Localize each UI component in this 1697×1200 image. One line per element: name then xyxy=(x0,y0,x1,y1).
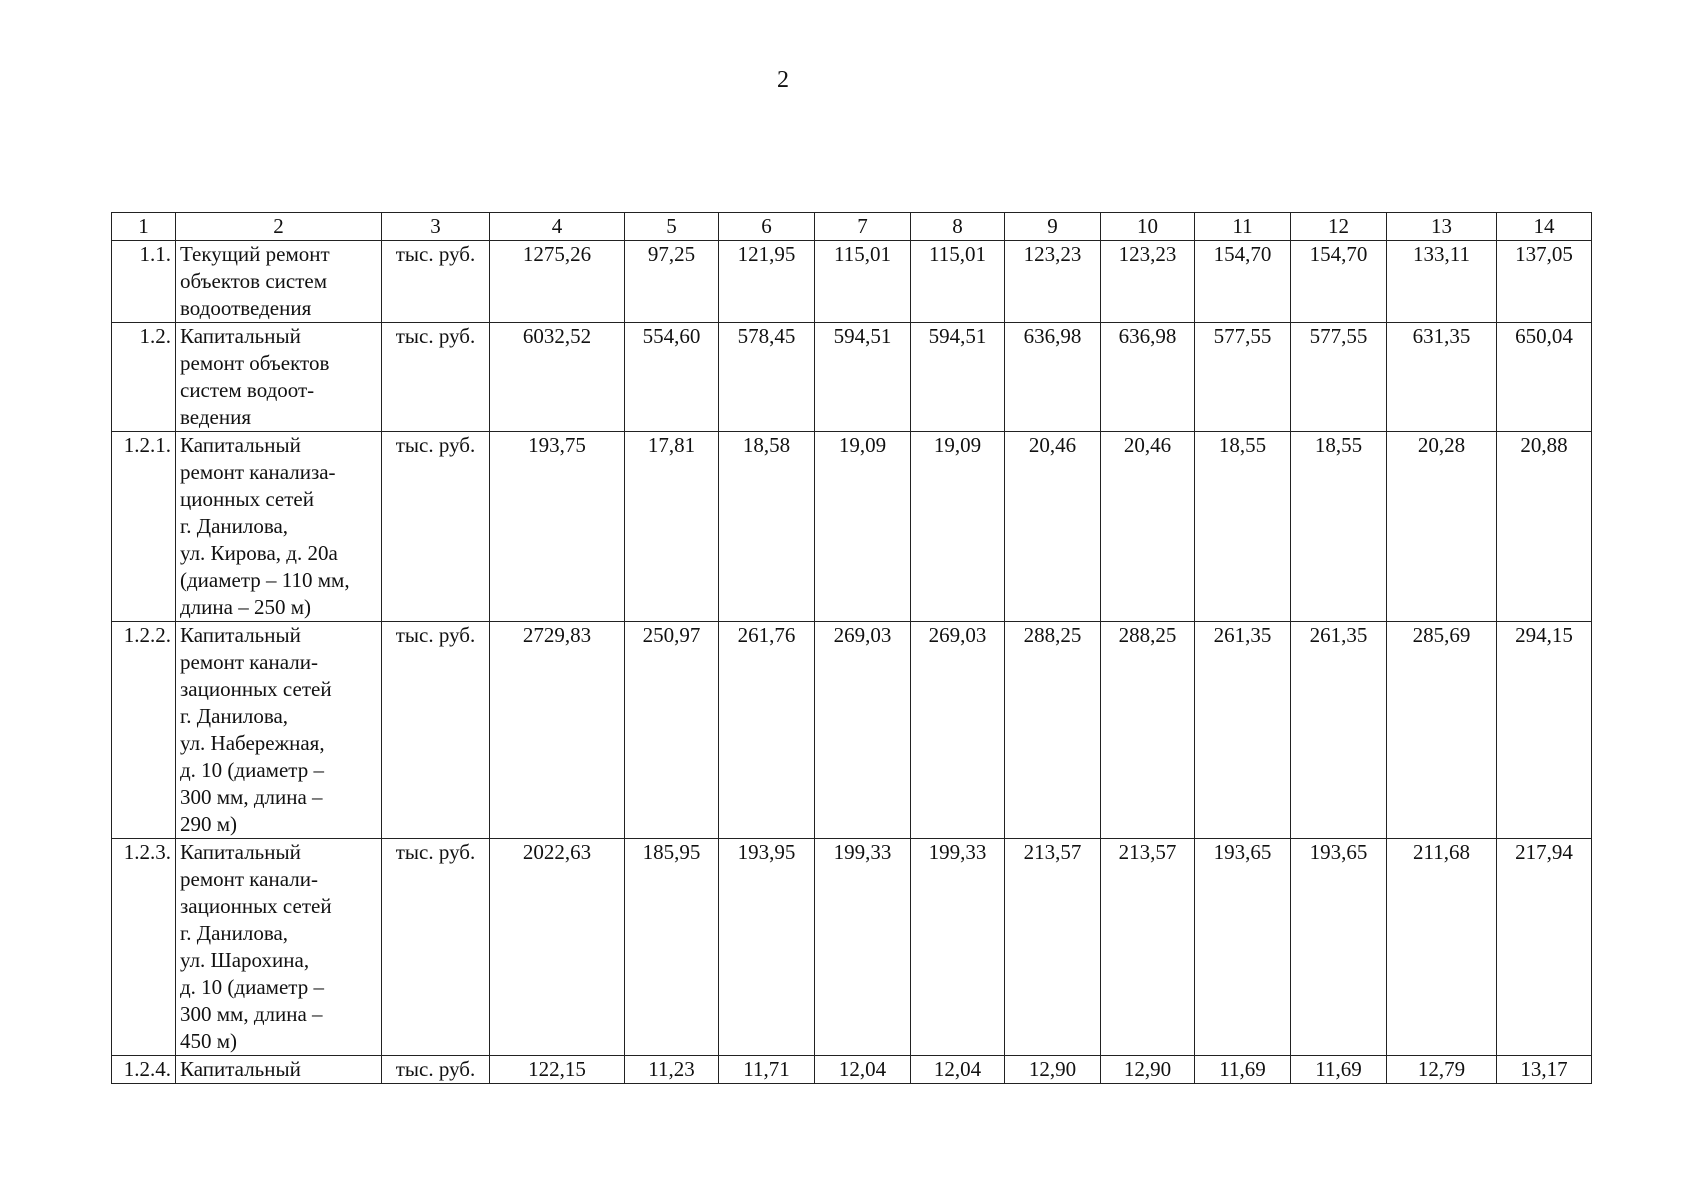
row-name-line: Капитальный xyxy=(180,1057,301,1081)
column-header: 7 xyxy=(815,213,911,241)
row-value: 12,04 xyxy=(815,1056,911,1084)
row-value: 578,45 xyxy=(719,323,815,432)
column-header: 6 xyxy=(719,213,815,241)
row-value: 261,35 xyxy=(1195,622,1291,839)
column-header: 14 xyxy=(1497,213,1592,241)
row-name-line: (диаметр – 110 мм, xyxy=(180,568,350,592)
row-value: 211,68 xyxy=(1387,839,1497,1056)
row-name-line: зационных сетей xyxy=(180,894,332,918)
row-value: 193,75 xyxy=(490,432,625,622)
row-value: 13,17 xyxy=(1497,1056,1592,1084)
column-header: 2 xyxy=(176,213,382,241)
row-value: 11,23 xyxy=(625,1056,719,1084)
row-value: 18,55 xyxy=(1291,432,1387,622)
row-name-line: длина – 250 м) xyxy=(180,595,311,619)
table-body xyxy=(112,241,1592,1084)
column-header: 1 xyxy=(112,213,176,241)
row-name-line: д. 10 (диаметр – xyxy=(180,975,324,999)
row-name-line: Капитальный xyxy=(180,433,301,457)
row-value: 1275,26 xyxy=(490,241,625,323)
row-value: 288,25 xyxy=(1005,622,1101,839)
row-value: 261,35 xyxy=(1291,622,1387,839)
row-value: 20,46 xyxy=(1005,432,1101,622)
row-name-line: д. 10 (диаметр – xyxy=(180,758,324,782)
row-value: 636,98 xyxy=(1005,323,1101,432)
table-row xyxy=(112,622,1592,839)
row-name xyxy=(176,241,382,323)
row-value: 217,94 xyxy=(1497,839,1592,1056)
row-value: 554,60 xyxy=(625,323,719,432)
row-value: 137,05 xyxy=(1497,241,1592,323)
row-name-line: 300 мм, длина – xyxy=(180,785,323,809)
row-name-line: систем водоот- xyxy=(180,378,315,402)
row-value: 17,81 xyxy=(625,432,719,622)
row-value: 121,95 xyxy=(719,241,815,323)
row-name-line: ул. Шарохина, xyxy=(180,948,310,972)
row-value: 2729,83 xyxy=(490,622,625,839)
table-row xyxy=(112,1056,1592,1084)
column-header: 3 xyxy=(382,213,490,241)
row-name-line: 290 м) xyxy=(180,812,238,836)
row-value: 636,98 xyxy=(1101,323,1195,432)
row-value: 594,51 xyxy=(911,323,1005,432)
row-value: 2022,63 xyxy=(490,839,625,1056)
column-header: 12 xyxy=(1291,213,1387,241)
row-value: 193,95 xyxy=(719,839,815,1056)
row-name-line: Капитальный xyxy=(180,324,301,348)
table-row xyxy=(112,839,1592,1056)
row-value: 115,01 xyxy=(815,241,911,323)
row-value: 6032,52 xyxy=(490,323,625,432)
row-value: 20,46 xyxy=(1101,432,1195,622)
row-value: 285,69 xyxy=(1387,622,1497,839)
row-value: 269,03 xyxy=(815,622,911,839)
row-value: 288,25 xyxy=(1101,622,1195,839)
row-value: 19,09 xyxy=(815,432,911,622)
row-value: 250,97 xyxy=(625,622,719,839)
row-value: 261,76 xyxy=(719,622,815,839)
row-code: 1.2. xyxy=(112,323,176,432)
table-row xyxy=(112,241,1592,323)
row-value: 199,33 xyxy=(911,839,1005,1056)
row-name-line: водоотведения xyxy=(180,296,312,320)
row-name xyxy=(176,622,382,839)
row-value: 577,55 xyxy=(1291,323,1387,432)
row-code: 1.2.2. xyxy=(112,622,176,839)
row-value: 12,79 xyxy=(1387,1056,1497,1084)
row-value: 18,55 xyxy=(1195,432,1291,622)
row-value: 20,28 xyxy=(1387,432,1497,622)
column-header: 10 xyxy=(1101,213,1195,241)
column-header: 5 xyxy=(625,213,719,241)
budget-table xyxy=(111,212,1592,1084)
row-name-line: г. Данилова, xyxy=(180,514,289,538)
row-code: 1.2.3. xyxy=(112,839,176,1056)
row-name-line: г. Данилова, xyxy=(180,704,289,728)
row-value: 631,35 xyxy=(1387,323,1497,432)
column-header: 13 xyxy=(1387,213,1497,241)
row-unit: тыс. руб. xyxy=(382,241,490,323)
row-name-line: Капитальный xyxy=(180,623,301,647)
row-name-line: ведения xyxy=(180,405,251,429)
row-value: 133,11 xyxy=(1387,241,1497,323)
row-name-line: объектов систем xyxy=(180,269,327,293)
row-name-line: ремонт объектов xyxy=(180,351,330,375)
row-name-line: 450 м) xyxy=(180,1029,238,1053)
row-name-line: г. Данилова, xyxy=(180,921,289,945)
row-name xyxy=(176,1056,382,1084)
row-code: 1.1. xyxy=(112,241,176,323)
row-value: 11,69 xyxy=(1291,1056,1387,1084)
row-value: 294,15 xyxy=(1497,622,1592,839)
row-name-line: 300 мм, длина – xyxy=(180,1002,323,1026)
row-value: 115,01 xyxy=(911,241,1005,323)
row-value: 12,04 xyxy=(911,1056,1005,1084)
row-value: 123,23 xyxy=(1101,241,1195,323)
row-name-line: Капитальный xyxy=(180,840,301,864)
row-value: 12,90 xyxy=(1005,1056,1101,1084)
row-value: 185,95 xyxy=(625,839,719,1056)
row-value: 193,65 xyxy=(1291,839,1387,1056)
row-name xyxy=(176,432,382,622)
row-value: 213,57 xyxy=(1005,839,1101,1056)
row-value: 154,70 xyxy=(1291,241,1387,323)
row-name-line: ремонт канали- xyxy=(180,867,318,891)
row-unit: тыс. руб. xyxy=(382,323,490,432)
row-name-line: ционных сетей xyxy=(180,487,314,511)
table-row xyxy=(112,432,1592,622)
row-code: 1.2.4. xyxy=(112,1056,176,1084)
row-name-line: Текущий ремонт xyxy=(180,242,330,266)
row-unit: тыс. руб. xyxy=(382,1056,490,1084)
row-value: 20,88 xyxy=(1497,432,1592,622)
row-name-line: зационных сетей xyxy=(180,677,332,701)
row-unit: тыс. руб. xyxy=(382,622,490,839)
row-value: 199,33 xyxy=(815,839,911,1056)
row-name xyxy=(176,839,382,1056)
row-value: 122,15 xyxy=(490,1056,625,1084)
row-value: 594,51 xyxy=(815,323,911,432)
row-name xyxy=(176,323,382,432)
page-number: 2 xyxy=(777,67,789,93)
row-value: 213,57 xyxy=(1101,839,1195,1056)
row-value: 12,90 xyxy=(1101,1056,1195,1084)
row-value: 123,23 xyxy=(1005,241,1101,323)
row-name-line: ремонт канализа- xyxy=(180,460,336,484)
row-value: 154,70 xyxy=(1195,241,1291,323)
column-header: 11 xyxy=(1195,213,1291,241)
row-value: 97,25 xyxy=(625,241,719,323)
row-value: 269,03 xyxy=(911,622,1005,839)
row-value: 19,09 xyxy=(911,432,1005,622)
row-unit: тыс. руб. xyxy=(382,839,490,1056)
row-name-line: ул. Набережная, xyxy=(180,731,325,755)
row-unit: тыс. руб. xyxy=(382,432,490,622)
table-row xyxy=(112,323,1592,432)
row-value: 11,69 xyxy=(1195,1056,1291,1084)
row-value: 18,58 xyxy=(719,432,815,622)
column-header: 8 xyxy=(911,213,1005,241)
column-header: 9 xyxy=(1005,213,1101,241)
row-code: 1.2.1. xyxy=(112,432,176,622)
column-number-row xyxy=(112,213,1592,241)
column-header: 4 xyxy=(490,213,625,241)
row-value: 193,65 xyxy=(1195,839,1291,1056)
row-name-line: ул. Кирова, д. 20а xyxy=(180,541,338,565)
row-name-line: ремонт канали- xyxy=(180,650,318,674)
row-value: 577,55 xyxy=(1195,323,1291,432)
row-value: 11,71 xyxy=(719,1056,815,1084)
row-value: 650,04 xyxy=(1497,323,1592,432)
